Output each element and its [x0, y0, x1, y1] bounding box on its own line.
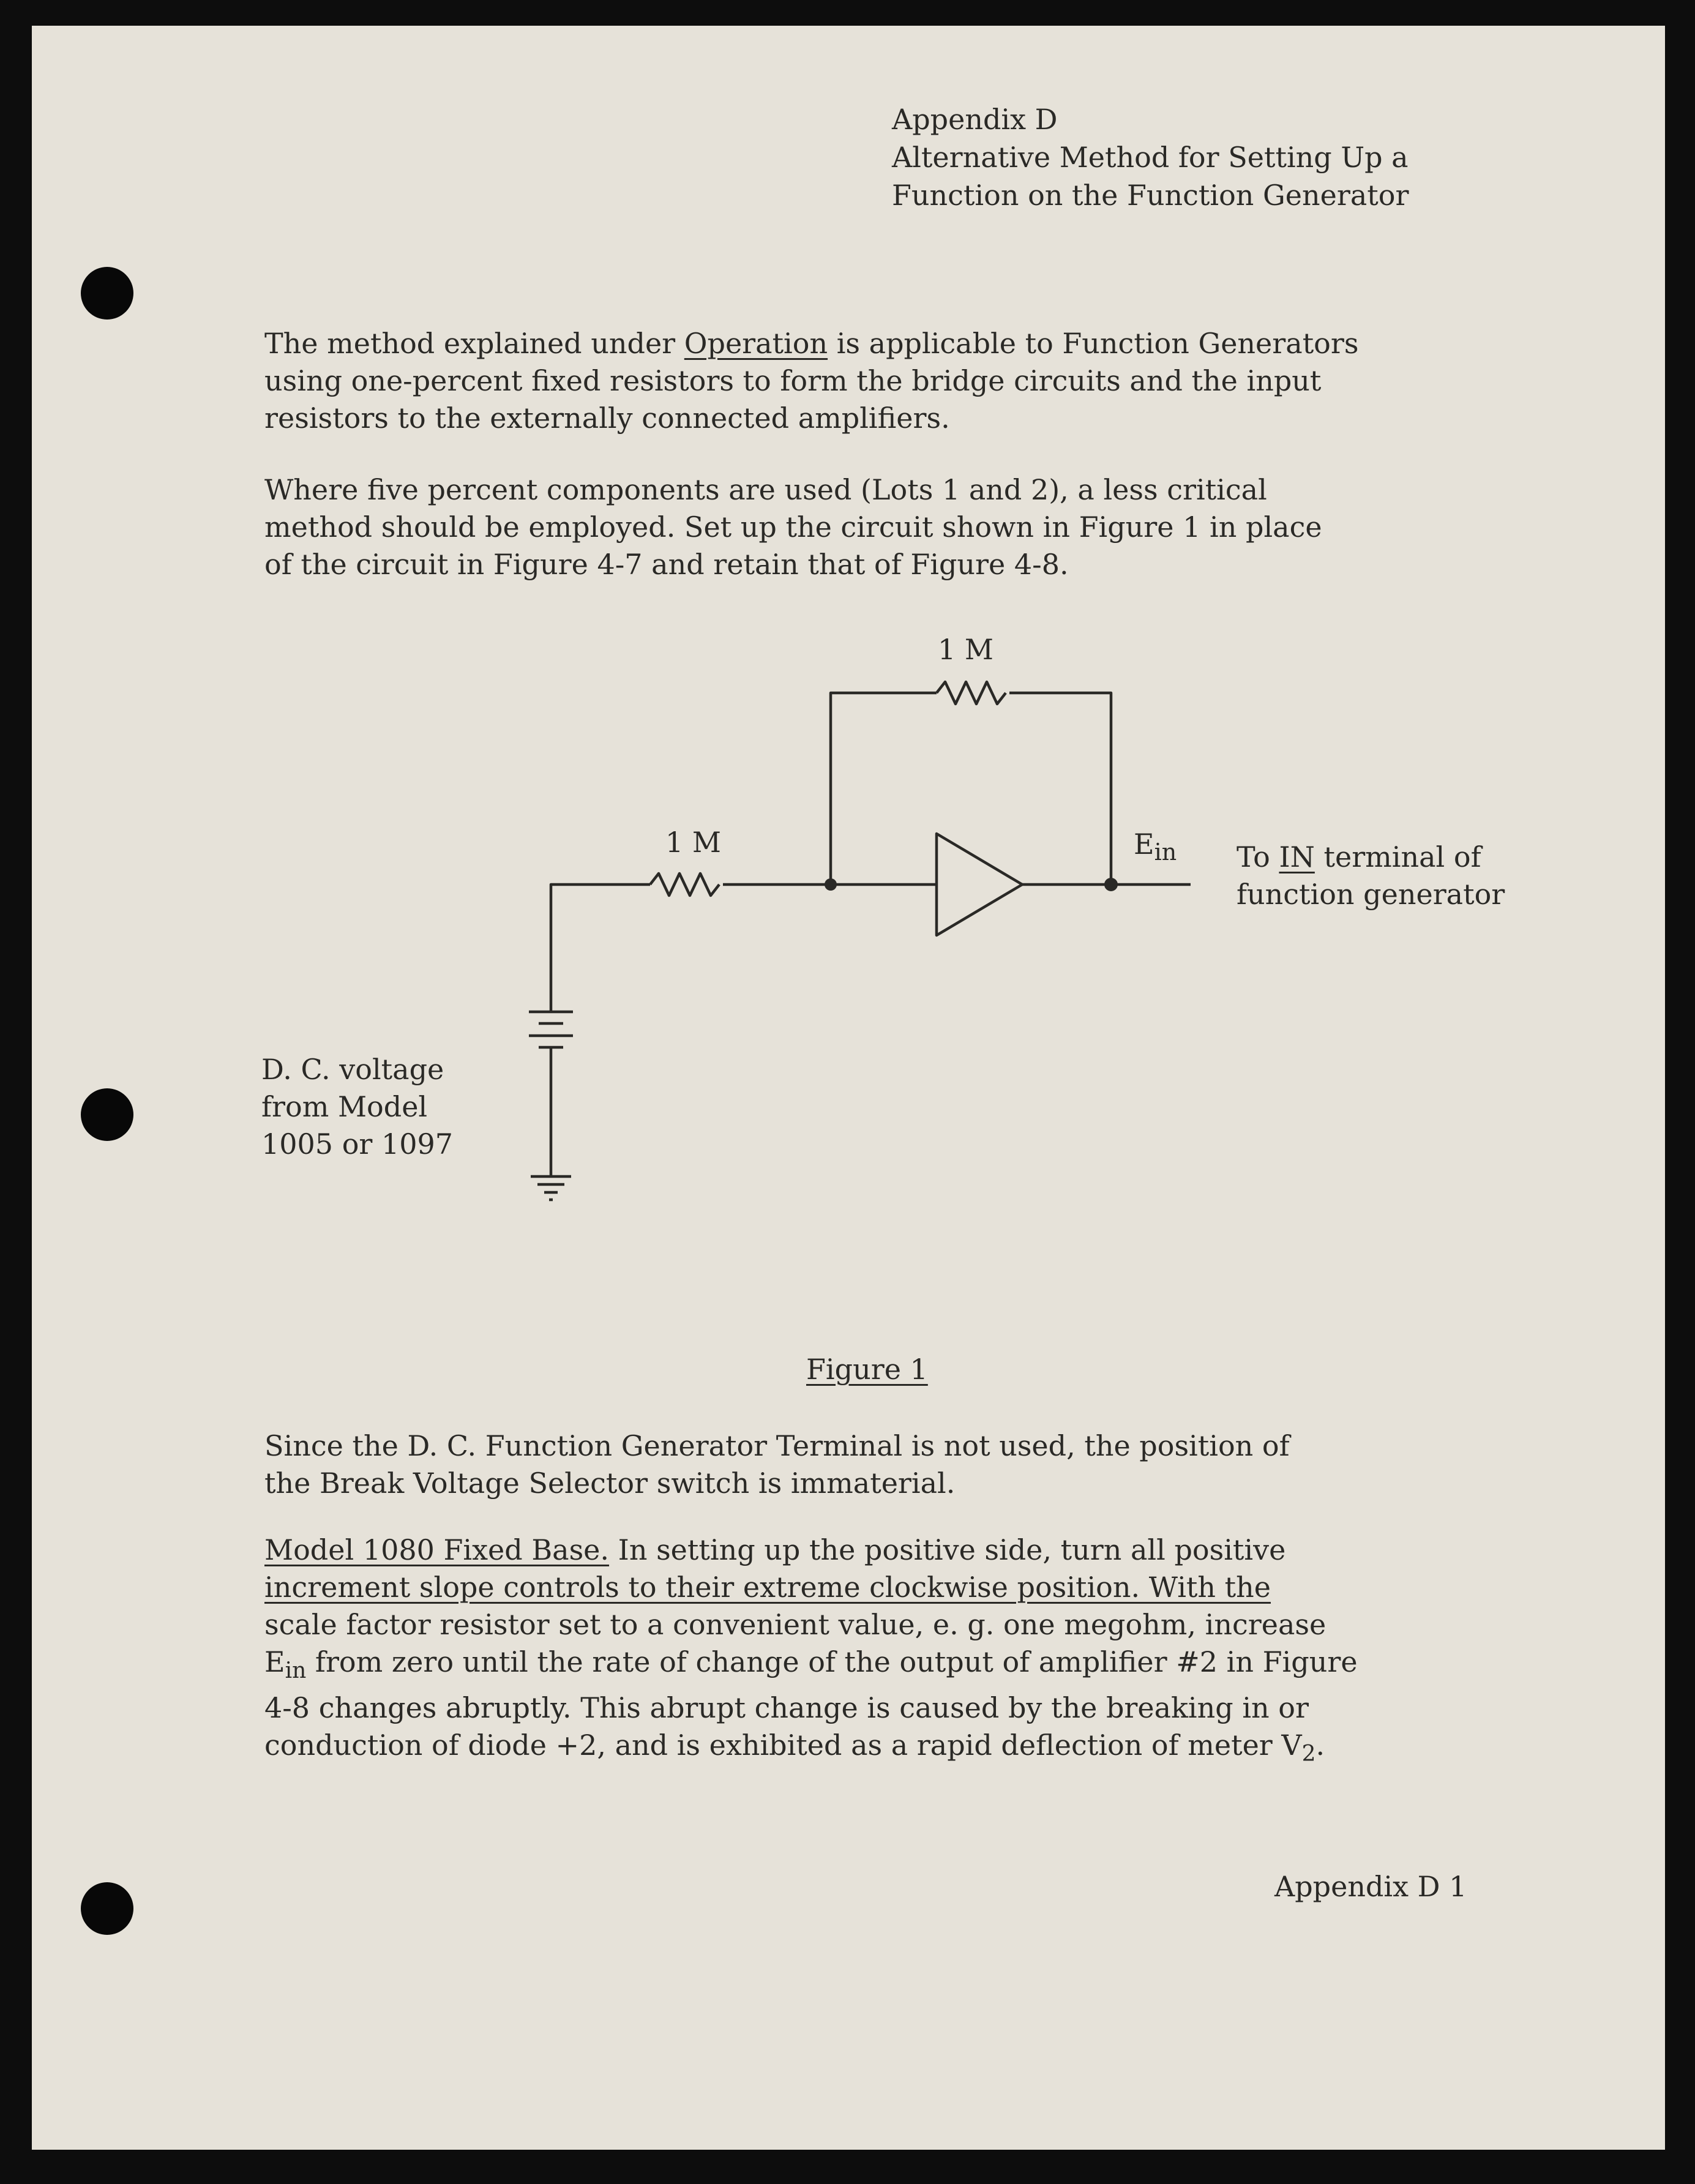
output-note-line-2: function generator — [1237, 878, 1505, 911]
para4-line-3: scale factor resistor set to a convenient value, e. g. one megohm, increase — [264, 1608, 1326, 1641]
junction-output-node — [1104, 878, 1118, 891]
wire-source-to-resistor — [551, 884, 650, 1011]
wire-feedback-left — [831, 693, 937, 884]
output-note-line-1: To IN terminal of — [1237, 840, 1481, 873]
para4-line-1: Model 1080 Fixed Base. In setting up the positive side, turn all positive — [264, 1533, 1286, 1566]
junction-input-node — [825, 878, 837, 891]
document-page — [32, 26, 1665, 2150]
para1-line-3: resistors to the externally connected amplifiers. — [264, 402, 950, 435]
para4-line-6: conduction of diode +2, and is exhibited as a rapid deflection of meter $V_2$. — [264, 1729, 1325, 1767]
input-resistor — [650, 873, 719, 896]
para4-line-2: increment slope controls to their extreme clockwise position. With the — [264, 1571, 1271, 1604]
source-line-1: D. C. voltage — [261, 1053, 444, 1086]
para3-line-2: the Break Voltage Selector switch is immaterial. — [264, 1467, 956, 1500]
input-resistor-label: 1 M — [665, 826, 721, 859]
amplifier-triangle — [937, 834, 1022, 935]
para2-line-3: of the circuit in Figure 4-7 and retain that of Figure 4-8. — [264, 548, 1069, 581]
paragraph-break-voltage — [264, 1427, 1290, 1502]
model-1080-heading: Model 1080 Fixed Base. — [264, 1533, 610, 1566]
para1-line-1: The method explained under Operation is applicable to Function Generators — [264, 327, 1359, 360]
feedback-resistor-label: 1 M — [938, 633, 993, 666]
header-line-2: Alternative Method for Setting Up a — [892, 141, 1409, 174]
feedback-resistor — [937, 682, 1006, 704]
header-line-3: Function on the Function Generator — [892, 179, 1409, 212]
header-line-1: Appendix D — [892, 103, 1058, 136]
para2-line-1: Where five percent components are used (Lots 1 and 2), a less critical — [264, 473, 1267, 506]
wire-feedback-right — [1009, 693, 1111, 884]
paragraph-model-1080 — [264, 1531, 1358, 1773]
source-line-3: 1005 or 1097 — [261, 1128, 454, 1161]
para4-line-5: 4-8 changes abruptly. This abrupt change is caused by the breaking in or — [264, 1691, 1309, 1724]
output-terminal-note — [1237, 839, 1505, 913]
output-voltage-label: $E_{in}$ — [1134, 828, 1177, 866]
source-line-2: from Model — [261, 1090, 428, 1123]
page-footer: Appendix D 1 — [1274, 1870, 1467, 1903]
operation-reference: Operation — [684, 327, 828, 360]
figure-caption: Figure 1 — [806, 1353, 928, 1386]
para4-line-4: $E_{in}$ from zero until the rate of change of the output of amplifier #2 in Figure — [264, 1645, 1358, 1683]
source-voltage-label — [261, 1051, 453, 1163]
para1-line-2: using one-percent fixed resistors to form the bridge circuits and the input — [264, 364, 1322, 397]
para3-line-1: Since the D. C. Function Generator Terminal is not used, the position of — [264, 1429, 1290, 1462]
para2-line-2: method should be employed. Set up the circuit shown in Figure 1 in place — [264, 510, 1322, 544]
